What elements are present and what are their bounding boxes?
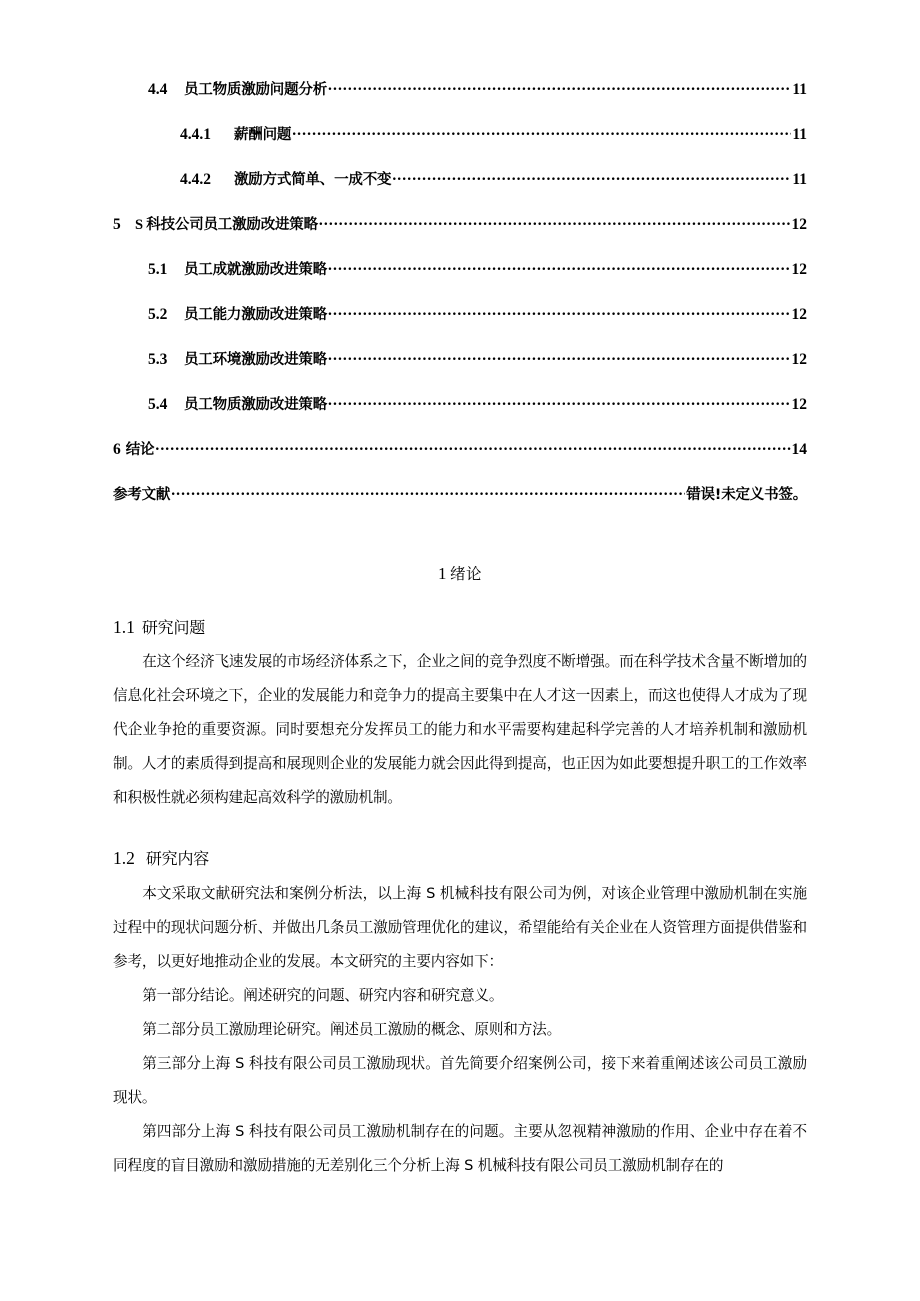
toc-entry-page: 12 (791, 350, 807, 368)
toc-leader-dots (328, 78, 791, 94)
toc-entry-page: 11 (792, 170, 807, 188)
toc-entry-page: 14 (791, 440, 807, 458)
toc-entry[interactable] (113, 123, 807, 142)
toc-entry-page: 12 (791, 305, 807, 323)
toc-leader-dots (319, 213, 791, 229)
toc-entry-page: 12 (791, 215, 807, 233)
toc-entry-number: 4.4.1 (180, 125, 211, 143)
section-number: 1.1 (113, 617, 135, 637)
paragraph: 第四部分上海 S 科技有限公司员工激励机制存在的问题。主要从忽视精神激励的作用、企业中存在着不同程度的盲目激励和激励措施的无差别化三个分析上海 S 机械科技有限公司员工激励机制存在的 (113, 1122, 807, 1174)
toc-leader-dots (328, 393, 791, 409)
toc-entry-page: 12 (791, 395, 807, 413)
toc-entry[interactable] (113, 303, 807, 322)
toc-entry-title: 员工环境激励改进策略 (184, 351, 327, 368)
toc-entry-number: 6 (113, 440, 121, 458)
toc-entry-title: 员工物质激励问题分析 (184, 81, 327, 98)
toc-entry-title: 参考文献 (113, 486, 171, 503)
toc-entry-title: 员工物质激励改进策略 (184, 396, 327, 413)
toc-leader-dots (171, 483, 685, 499)
toc-entry[interactable] (113, 438, 807, 457)
section-number: 1.2 (113, 848, 135, 869)
toc-leader-dots (155, 438, 790, 454)
toc-entry-number: 4.4.2 (180, 170, 211, 188)
chapter-title-text: 绪论 (449, 565, 482, 583)
toc-entry[interactable] (113, 213, 807, 232)
paragraph: 第三部分上海 S 科技有限公司员工激励现状。首先简要介绍案例公司，接下来着重阐述该公司员工激励现状。 (113, 1054, 807, 1106)
paragraph: 第二部分员工激励理论研究。阐述员工激励的概念、原则和方法。 (142, 1020, 562, 1038)
toc-entry-number: 5 (113, 215, 121, 233)
toc-entry-page: 11 (792, 125, 807, 143)
section-title: 研究问题 (141, 618, 206, 637)
toc-entry-page: 错误!未定义书签。 (686, 486, 807, 503)
toc-entry-number: 5.3 (148, 350, 168, 368)
toc-leader-dots (328, 348, 791, 364)
toc-entry[interactable] (113, 258, 807, 277)
section-heading-1-2 (113, 849, 807, 868)
toc-entry[interactable] (113, 393, 807, 412)
chapter-title (113, 562, 807, 584)
chapter-number: 1 (437, 564, 447, 583)
toc-entry-page: 11 (792, 80, 807, 98)
paragraph: 在这个经济飞速发展的市场经济体系之下，企业之间的竞争烈度不断增强。而在科学技术含量不断增加的信息化社会环境之下，企业的发展能力和竞争力的提高主要集中在人才这一因素上，而这也使得人才成为了现代企业争抢的重要资源。同时要想充分发挥员工的能力和水平需要构建起科学完善的人才培养机制和激励机制。人才的素质得到提高和展现则企业的发展能力就会因此得到提高，也正因为如此要想提升职工的工作效率和积极性就必须构建起高效科学的激励机制。 (113, 653, 807, 807)
toc-entry-title: 员工能力激励改进策略 (184, 306, 327, 323)
toc-entry-number: 5.2 (148, 305, 168, 323)
toc-entry-title: 员工成就激励改进策略 (184, 261, 327, 278)
section-title: 研究内容 (145, 849, 210, 869)
toc-entry[interactable] (113, 78, 807, 97)
toc-entry-title: S 科技公司员工激励改进策略 (135, 216, 318, 233)
toc-entry[interactable] (113, 348, 807, 367)
toc-leader-dots (328, 303, 791, 319)
table-of-contents (113, 78, 807, 502)
section-heading-1-1 (113, 618, 807, 637)
toc-entry[interactable] (113, 168, 807, 187)
toc-entry-title: 激励方式简单、一成不变 (234, 171, 392, 188)
paragraph: 第一部分结论。阐述研究的问题、研究内容和研究意义。 (142, 986, 504, 1004)
toc-entry-page: 12 (791, 260, 807, 278)
toc-entry-title: 薪酬问题 (234, 126, 292, 143)
toc-entry-title: 结论 (125, 441, 155, 458)
paragraph: 本文采取文献研究法和案例分析法，以上海 S 机械科技有限公司为例，对该企业管理中激励机制在实施过程中的现状问题分析、并做出几条员工激励管理优化的建议，希望能给有关企业在人资管理方面提供借鉴和参考，以更好地推动企业的发展。本文研究的主要内容如下： (113, 884, 807, 970)
toc-entry[interactable] (113, 483, 807, 502)
toc-entry-number: 4.4 (148, 80, 168, 98)
toc-leader-dots (392, 168, 791, 184)
toc-leader-dots (292, 123, 791, 139)
toc-entry-number: 5.1 (148, 260, 168, 278)
toc-entry-number: 5.4 (148, 395, 168, 413)
toc-leader-dots (328, 258, 791, 274)
page-content (113, 78, 807, 1183)
